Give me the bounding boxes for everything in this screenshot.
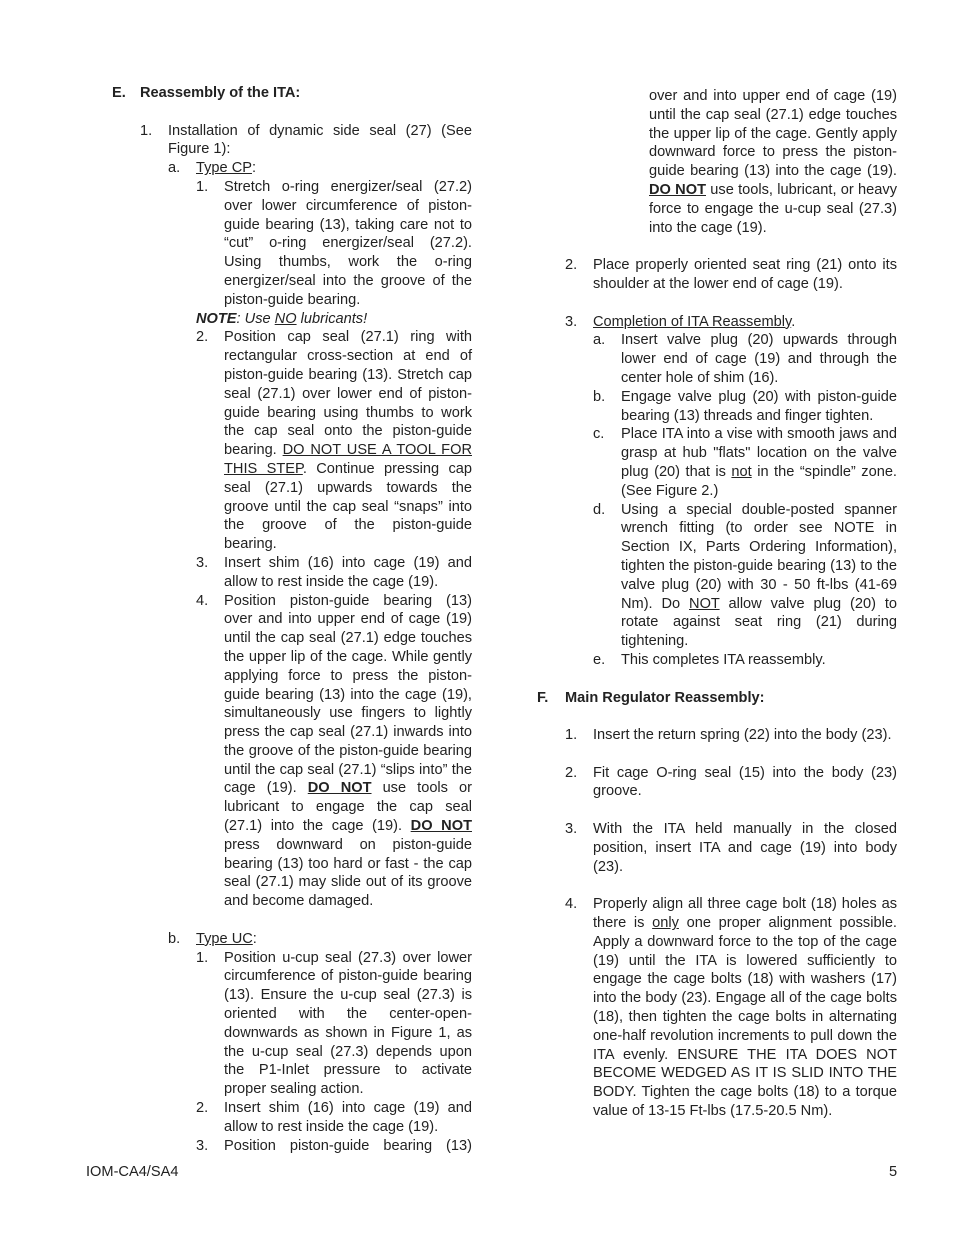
section-f-heading bbox=[537, 689, 897, 708]
type-cp-step-1: 1. Stretch o-ring energizer/seal (27.2) over lower circumference of piston-guide bearing (13), taking care not to “cut” o-ring energizer/seal (27.2). Using thumbs, work the o-ring energizer/seal into the groove of the piston-guide bearing. bbox=[196, 178, 472, 308]
note-line: NOTE: Use NO lubricants! bbox=[196, 310, 368, 327]
type-cp-step-3: 3. Insert shim (16) into cage (19) and allow to rest inside the cage (19). bbox=[196, 554, 472, 590]
type-cp-heading: a. Type CP: bbox=[168, 160, 257, 177]
type-cp-step-4: 4. Position piston-guide bearing (13) over and into upper end of cage (19) until the cap seal (27.1) edge touches the upper lip of the cage. While gently applying force to press the piston-guide bearing (13) into the cage (19), simultaneously use fingers to lightly press the cap seal (27.1) inwards into the groove of the piston-guide bearing until the cap seal (27.1) “slips into” the cage (19). DO NOT use tools or lubricant to engage the cap seal (27.1) into the cage (19). DO NOT press downward on piston-guide bearing (13) too hard or fast - the cap seal (27.1) may slide out of its groove and become damaged. bbox=[196, 592, 472, 910]
type-uc-step-1: 1. Position u-cup seal (27.3) over lower circumference of piston-guide bearing (13). Ensure the u-cup seal (27.3) is oriented with the center-open-downwards as shown in Figure 1, as the u-cup seal (27.3) depends upon the P1-Inlet pressure to activate proper sealing action. bbox=[196, 949, 472, 1098]
section-e-letter: E. bbox=[112, 85, 126, 101]
completion-step-a: a. Insert valve plug (20) upwards through lower end of cage (19) and through the center hole of shim (16). bbox=[593, 332, 897, 386]
step-f4: 4. Properly align all three cage bolt (18) holes as there is only one proper alignment possible. Apply a downward force to the top of the cage (19) until the ITA is lowered sufficiently to engage the cage bolts (18) with washers (17) into the body (23). Engage all of the cage bolts (18), then tighten the cage bolts in alternating one-half revolution increments to pull down the ITA evenly. ENSURE THE ITA DOES NOT BECOME WEDGED AS IT IS SLID INTO THE BODY. Tighten the cage bolts (18) to a torque value of 13-15 Ft-lbs (17.5-20.5 Nm). bbox=[565, 896, 897, 1120]
step-f2: 2. Fit cage O-ring seal (15) into the body (23) groove. bbox=[565, 764, 897, 800]
type-uc-heading: b. Type UC: bbox=[168, 930, 257, 947]
step-f3: 3. With the ITA held manually in the closed position, insert ITA and cage (19) into body (23). bbox=[565, 821, 897, 875]
left-column bbox=[112, 84, 472, 1155]
type-uc-step-3-continued: over and into upper end of cage (19) until the cap seal (27.1) edge touches the upper lip of the cage. Gently apply downward force to press the piston-guide bearing (13) into the cage (19). DO NOT use tools, lubricant, or heavy force to engage the u-cup seal (27.3) into the cage (19). bbox=[649, 88, 897, 236]
section-e-title: Reassembly of the ITA: bbox=[140, 85, 301, 101]
completion-step-e: e. This completes ITA reassembly. bbox=[593, 651, 826, 668]
type-uc-step-2: 2. Insert shim (16) into cage (19) and allow to rest inside the cage (19). bbox=[196, 1100, 472, 1135]
step-e2: 2. Place properly oriented seat ring (21) onto its shoulder at the lower end of cage (19). bbox=[565, 257, 897, 292]
type-uc-step-3: 3. Position piston-guide bearing (13) bbox=[196, 1137, 472, 1154]
type-cp-step-2: 2. Position cap seal (27.1) ring with rectangular cross-section at end of piston-guide bearing (13). Stretch cap seal (27.1) over lower end of piston-guide bearing using thumbs to work the cap seal onto the piston-guide bearing. DO NOT USE A TOOL FOR THIS STEP. Continue pressing cap seal (27.1) upwards towards the groove until the cap seal “snaps” into the groove of the piston-guide bearing. bbox=[196, 329, 473, 553]
right-column bbox=[537, 87, 897, 1121]
completion-step-b: b. Engage valve plug (20) with piston-guide bearing (13) threads and finger tighten. bbox=[593, 388, 897, 424]
section-e-heading bbox=[112, 84, 472, 103]
section-f-letter: F. bbox=[537, 689, 549, 706]
footer-doc-id: IOM-CA4/SA4 bbox=[86, 1164, 179, 1180]
footer-page-number: 5 bbox=[889, 1164, 898, 1180]
completion-step-c: c. Place ITA into a vise with smooth jaws and grasp at hub "flats" location on the valve plug (20) that is not in the “spindle” zone. (See Figure 2.) bbox=[593, 426, 897, 499]
step-e1: 1. Installation of dynamic side seal (27) (See Figure 1): bbox=[140, 122, 472, 158]
step-e3: 3. Completion of ITA Reassembly. bbox=[565, 313, 796, 330]
section-f-title: Main Regulator Reassembly: bbox=[565, 689, 765, 706]
step-f1: 1. Insert the return spring (22) into the body (23). bbox=[565, 727, 892, 744]
completion-step-d: d. Using a special double-posted spanner wrench fitting (to order see NOTE in Section IX, Parts Ordering Information), tighten the piston-guide bearing (13) to the valve plug (20) with 30 - 50 ft-lbs (41-69 Nm). Do NOT allow valve plug (20) to rotate against seat ring (21) during tightening. bbox=[593, 501, 897, 650]
